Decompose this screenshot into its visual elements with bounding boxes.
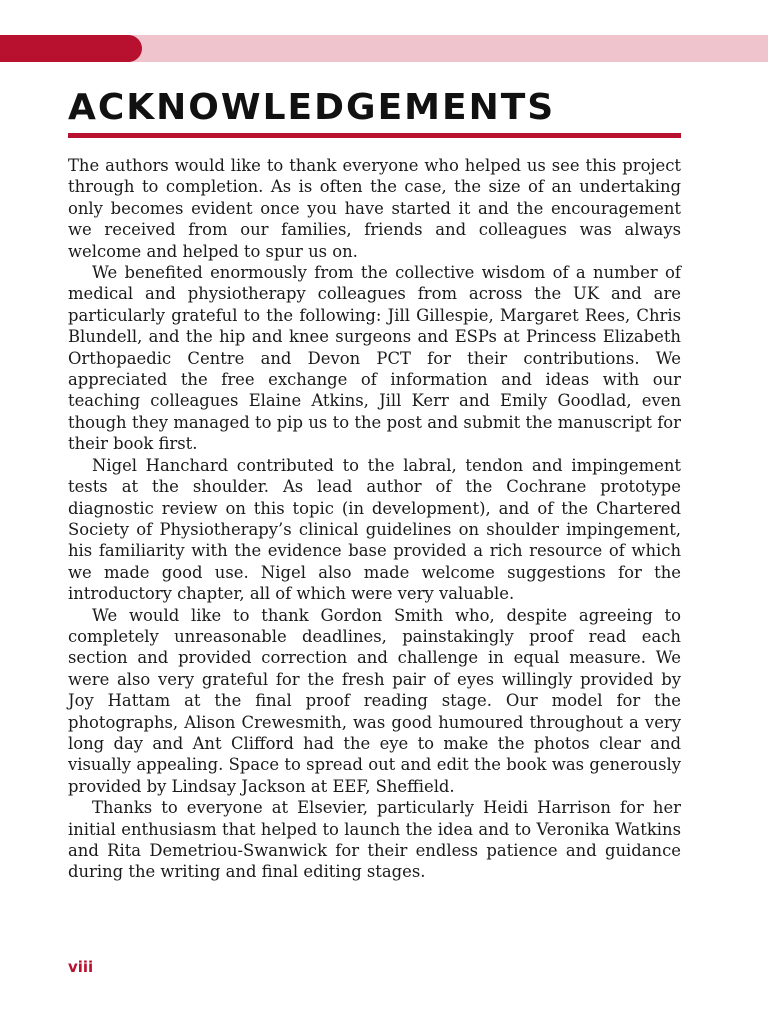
paragraph-1: The authors would like to thank everyone who helped us see this project through to completion. As is often the case, the size of an undertaking only becomes evident once you have started it and the encouragement we received from our families, friends and colleagues was always welcome and helped to spur us on.	[68, 156, 681, 261]
title-underline	[68, 133, 681, 138]
page-number: viii	[68, 958, 94, 976]
page-title: ACKNOWLEDGEMENTS	[68, 87, 556, 128]
acknowledgements-body	[68, 155, 681, 883]
paragraph-3: Nigel Hanchard contributed to the labral, tendon and impingement tests at the shoulder. As lead author of the Cochrane prototype diagnostic review on this topic (in development), and of the Chartered Society of Physiotherapy’s clinical guidelines on shoulder impingement, his familiarity with the evidence base provided a rich resource of which we made good use. Nigel also made welcome suggestions for the introductory chapter, all of which were very valuable.	[68, 455, 681, 604]
paragraph-2: We benefited enormously from the collective wisdom of a number of medical and physiotherapy colleagues from across the UK and are particularly grateful to the following: Jill Gillespie, Margaret Rees, Chris Blundell, and the hip and knee surgeons and ESPs at Princess Elizabeth Orthopaedic Centre and Devon PCT for their contributions. We appreciated the free exchange of information and ideas with our teaching colleagues Elaine Atkins, Jill Kerr and Emily Goodlad, even though they managed to pip us to the post and submit the manuscript for their book first.	[68, 263, 681, 454]
paragraph-4: We would like to thank Gordon Smith who, despite agreeing to completely unreasonable deadlines, painstakingly proof read each section and provided correction and challenge in equal measure. We were also very grateful for the fresh pair of eyes willingly provided by Joy Hattam at the final proof reading stage. Our model for the photographs, Alison Crewesmith, was good humoured throughout a very long day and Ant Clifford had the eye to make the photos clear and visually appealing. Space to spread out and edit the book was generously provided by Lindsay Jackson at EEF, Sheffield.	[68, 605, 681, 796]
header-tab-marker	[0, 35, 142, 62]
paragraph-5: Thanks to everyone at Elsevier, particularly Heidi Harrison for her initial enthusiasm that helped to launch the idea and to Veronika Watkins and Rita Demetriou-Swanwick for their endless patience and guidance during the writing and final editing stages.	[68, 798, 681, 882]
